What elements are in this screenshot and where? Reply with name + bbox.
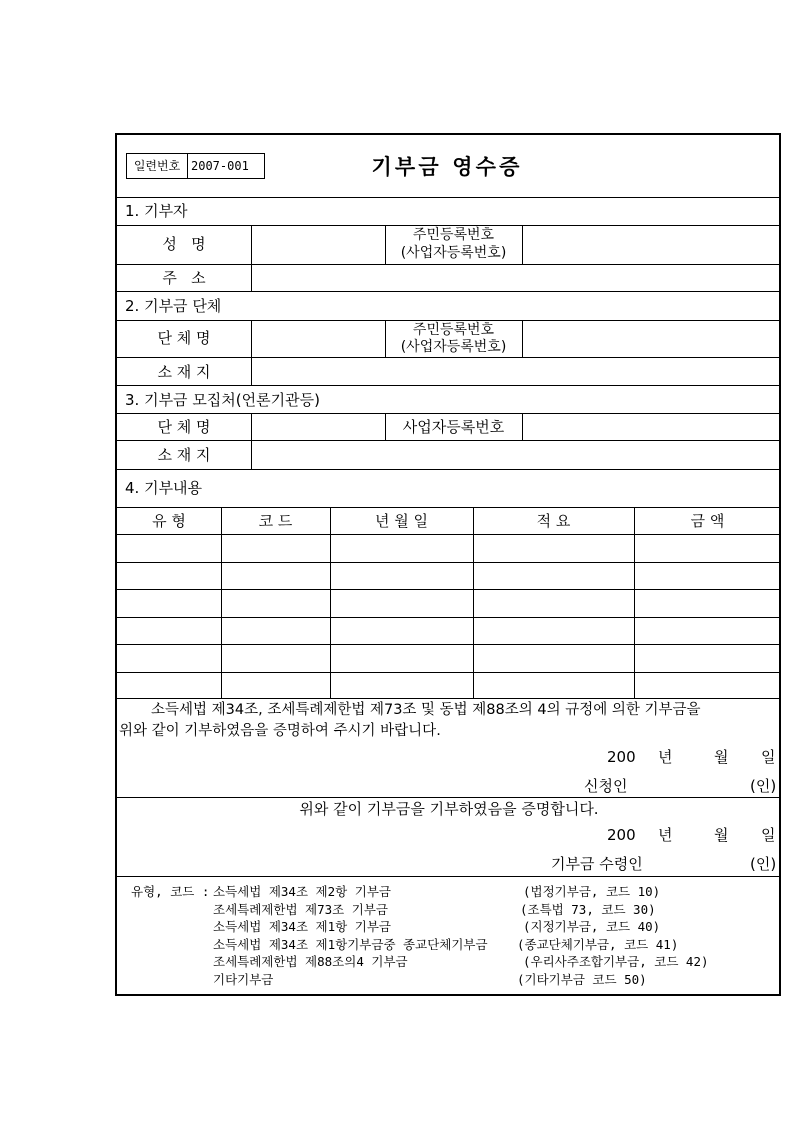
section-org-heading: 2. 기부금 단체 bbox=[125, 297, 222, 315]
divider bbox=[522, 413, 523, 440]
certify-month-unit: 월 bbox=[714, 826, 729, 844]
divider bbox=[117, 534, 779, 535]
applicant-seal: (인) bbox=[750, 777, 777, 795]
divider bbox=[117, 469, 779, 470]
divider bbox=[117, 589, 779, 590]
divider bbox=[117, 385, 779, 386]
request-statement-line1: 소득세법 제34조, 조세특례제한법 제73조 및 동법 제88조의 4의 규정에 의한 기부금을 bbox=[151, 702, 701, 718]
request-day-unit: 일 bbox=[761, 748, 776, 766]
org-name-label: 단 체 명 bbox=[157, 329, 211, 347]
divider bbox=[117, 357, 779, 358]
donor-address-label: 주 소 bbox=[162, 269, 206, 287]
note-item-left: 소득세법 제34조 제1항기부금중 종교단체기부금 bbox=[213, 936, 488, 952]
collector-name-label: 단 체 명 bbox=[157, 418, 211, 436]
certification-statement: 위와 같이 기부금을 기부하였음을 증명합니다. bbox=[299, 800, 599, 818]
section-collector-heading: 3. 기부금 모집처(언론기관등) bbox=[125, 391, 320, 409]
org-id-label-1: 주민등록번호 bbox=[412, 322, 495, 338]
column-header-amount: 금 액 bbox=[690, 512, 725, 530]
divider bbox=[522, 320, 523, 357]
divider bbox=[330, 507, 331, 698]
column-header-code: 코 드 bbox=[258, 512, 293, 530]
notes-prefix: 유형, 코드 : bbox=[131, 884, 210, 899]
divider bbox=[117, 797, 779, 798]
divider bbox=[117, 562, 779, 563]
column-header-date: 년 월 일 bbox=[374, 512, 428, 530]
divider bbox=[117, 225, 779, 226]
applicant-label: 신청인 bbox=[584, 777, 628, 795]
divider bbox=[251, 320, 252, 386]
divider bbox=[117, 876, 779, 877]
note-item-right: (지정기부금, 코드 40) bbox=[523, 919, 661, 934]
divider bbox=[634, 507, 635, 698]
note-item-right: (종교단체기부금, 코드 41) bbox=[517, 936, 679, 952]
request-statement-line2: 위와 같이 기부하였음을 증명하여 주시기 바랍니다. bbox=[119, 723, 441, 739]
note-item-right: (우리사주조합기부금, 코드 42) bbox=[523, 954, 709, 969]
note-item-left: 소득세법 제34조 제1항 기부금 bbox=[213, 919, 391, 934]
divider bbox=[117, 291, 779, 292]
note-item-left: 기타기부금 bbox=[213, 971, 274, 987]
serial-number-box bbox=[126, 153, 265, 179]
divider bbox=[251, 413, 252, 469]
serial-number-value: 2007-001 bbox=[191, 159, 249, 173]
column-header-description: 적 요 bbox=[536, 512, 571, 530]
note-item-right: (조특법 73, 코드 30) bbox=[520, 901, 656, 917]
divider bbox=[117, 644, 779, 645]
section-contents-heading: 4. 기부내용 bbox=[125, 479, 203, 497]
section-donor-heading: 1. 기부자 bbox=[125, 202, 188, 220]
donor-name-label: 성 명 bbox=[162, 235, 206, 253]
divider bbox=[251, 225, 252, 292]
divider bbox=[117, 672, 779, 673]
divider bbox=[117, 440, 779, 441]
certify-day-unit: 일 bbox=[761, 826, 776, 844]
divider bbox=[473, 507, 474, 698]
collector-location-label: 소 재 지 bbox=[157, 446, 211, 464]
divider bbox=[117, 698, 779, 699]
divider bbox=[117, 617, 779, 618]
org-location-label: 소 재 지 bbox=[157, 363, 211, 381]
recipient-seal: (인) bbox=[750, 855, 777, 873]
donor-id-label-1: 주민등록번호 bbox=[412, 227, 495, 243]
note-item-left: 조세특례제한법 제88조의4 기부금 bbox=[213, 954, 408, 969]
recipient-label: 기부금 수령인 bbox=[551, 855, 643, 873]
divider bbox=[117, 264, 779, 265]
divider bbox=[117, 413, 779, 414]
request-month-unit: 월 bbox=[714, 748, 729, 766]
divider bbox=[522, 225, 523, 264]
form-title: 기부금 영수증 bbox=[371, 155, 523, 179]
divider bbox=[221, 507, 222, 698]
note-item-right: (법정기부금, 코드 10) bbox=[523, 884, 661, 899]
donation-receipt-form bbox=[115, 133, 781, 996]
divider bbox=[117, 197, 779, 198]
divider bbox=[117, 507, 779, 508]
collector-id-label: 사업자등록번호 bbox=[402, 418, 505, 436]
note-item-left: 소득세법 제34조 제2항 기부금 bbox=[213, 884, 391, 899]
note-item-right: (기타기부금 코드 50) bbox=[517, 971, 647, 987]
divider bbox=[117, 320, 779, 321]
note-item-left: 조세특례제한법 제73조 기부금 bbox=[213, 901, 389, 917]
request-year-unit: 년 bbox=[658, 748, 673, 766]
org-id-label-2: (사업자등록번호) bbox=[400, 339, 507, 355]
request-year: 200 bbox=[607, 748, 636, 766]
donor-id-label-2: (사업자등록번호) bbox=[400, 245, 507, 261]
certify-year-unit: 년 bbox=[658, 826, 673, 844]
serial-number-label: 일련번호 bbox=[127, 154, 188, 178]
column-header-type: 유 형 bbox=[152, 512, 186, 530]
certify-year: 200 bbox=[607, 826, 636, 844]
